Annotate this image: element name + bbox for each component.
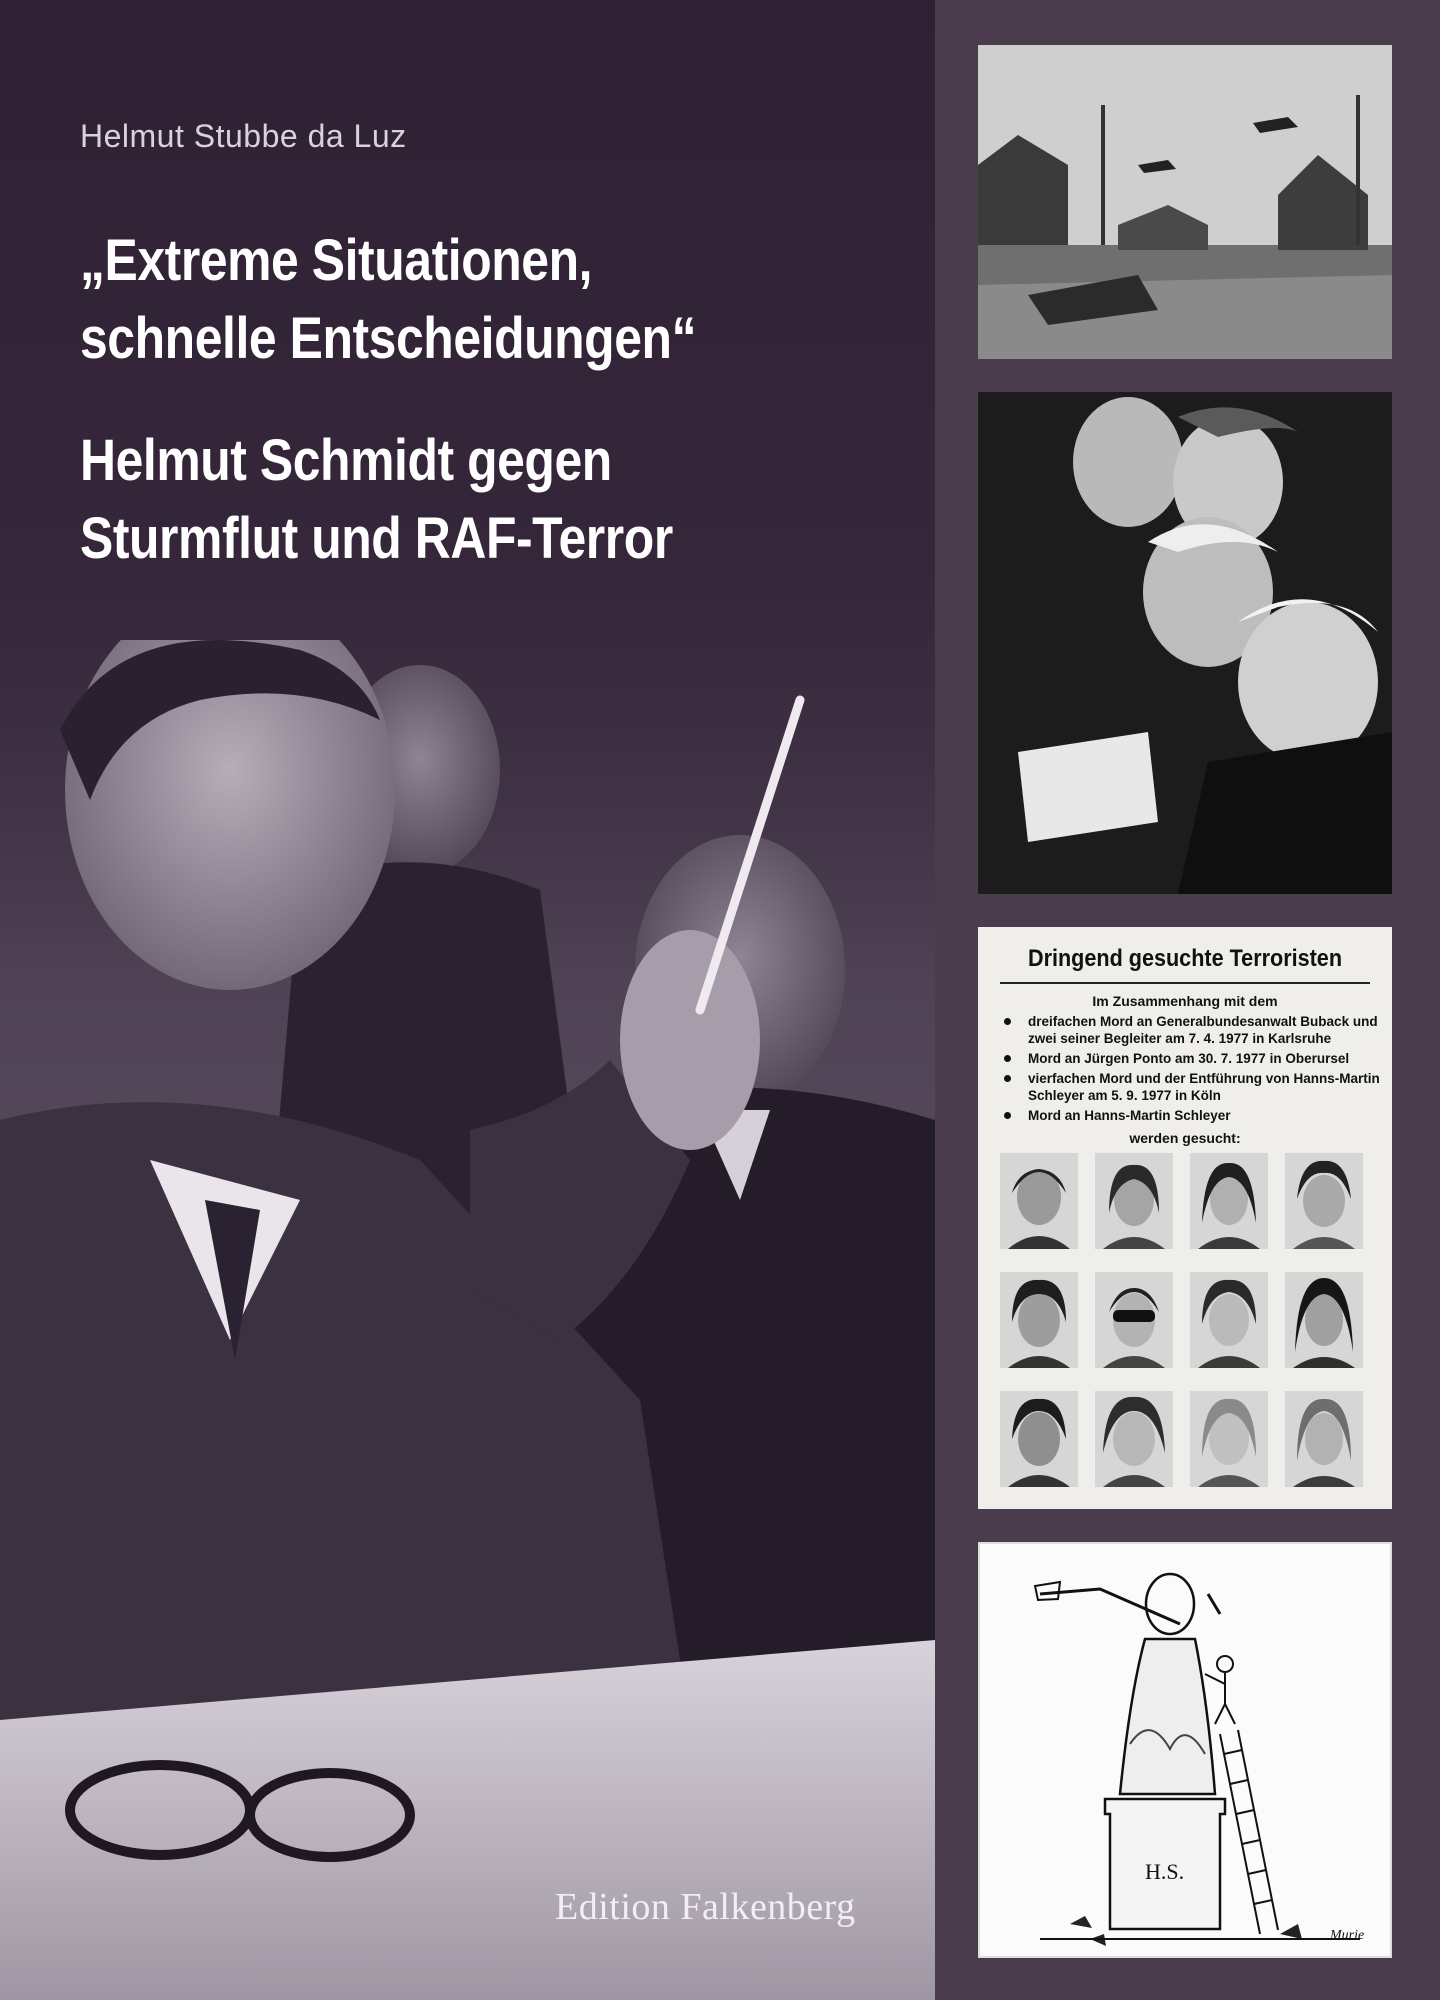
title-line: „Extreme Situationen,	[80, 228, 593, 293]
mugshot	[1190, 1153, 1268, 1249]
publisher-name: Edition Falkenberg	[555, 1886, 856, 1928]
mugshot	[1000, 1153, 1078, 1249]
mugshot	[1190, 1391, 1268, 1487]
poster-list-item: Mord an Hanns-Martin Schleyer	[1000, 1107, 1380, 1124]
poster-list-item: vierfachen Mord und der Entführung von Hanns-Martin Schleyer am 5. 9. 1977 in Köln	[1000, 1070, 1380, 1104]
author-name: Helmut Stubbe da Luz	[80, 118, 407, 154]
poster-headline: Dringend gesuchte Terroristen	[1027, 945, 1343, 972]
title-line: schnelle Entscheidungen“	[80, 306, 697, 371]
mugshot	[1285, 1153, 1363, 1249]
mugshot	[1000, 1391, 1078, 1487]
mugshot	[1095, 1272, 1173, 1368]
subtitle-line: Helmut Schmidt gegen	[80, 428, 612, 493]
mugshot	[1285, 1391, 1363, 1487]
mugshot	[1095, 1153, 1173, 1249]
poster-crime-list	[1000, 1013, 1380, 1127]
political-cartoon	[978, 1542, 1392, 1958]
poster-intro: Im Zusammenhang mit dem	[1092, 993, 1278, 1009]
flood-photo	[978, 45, 1392, 359]
mugshot	[1095, 1391, 1173, 1487]
book-title	[80, 222, 696, 378]
poster-list-item: dreifachen Mord an Generalbundesanwalt Buback und zwei seiner Begleiter am 7. 4. 1977 in Karlsruhe	[1000, 1013, 1380, 1047]
cartoon-signature: Murie	[1330, 1928, 1365, 1943]
pedestal-label: H.S.	[1145, 1859, 1185, 1884]
main-photo-schmidt-with-pencil	[0, 640, 935, 2000]
poster-list-item: Mord an Jürgen Ponto am 30. 7. 1977 in Oberursel	[1000, 1050, 1380, 1067]
mugshot	[1000, 1272, 1078, 1368]
funeral-photo	[978, 392, 1392, 894]
book-subtitle	[80, 422, 673, 578]
mugshot	[1285, 1272, 1363, 1368]
subtitle-line: Sturmflut und RAF-Terror	[80, 506, 673, 571]
poster-divider	[1000, 982, 1370, 984]
poster-wanted-label: werden gesucht:	[1129, 1130, 1241, 1146]
wanted-poster	[978, 927, 1392, 1509]
mugshot	[1190, 1272, 1268, 1368]
